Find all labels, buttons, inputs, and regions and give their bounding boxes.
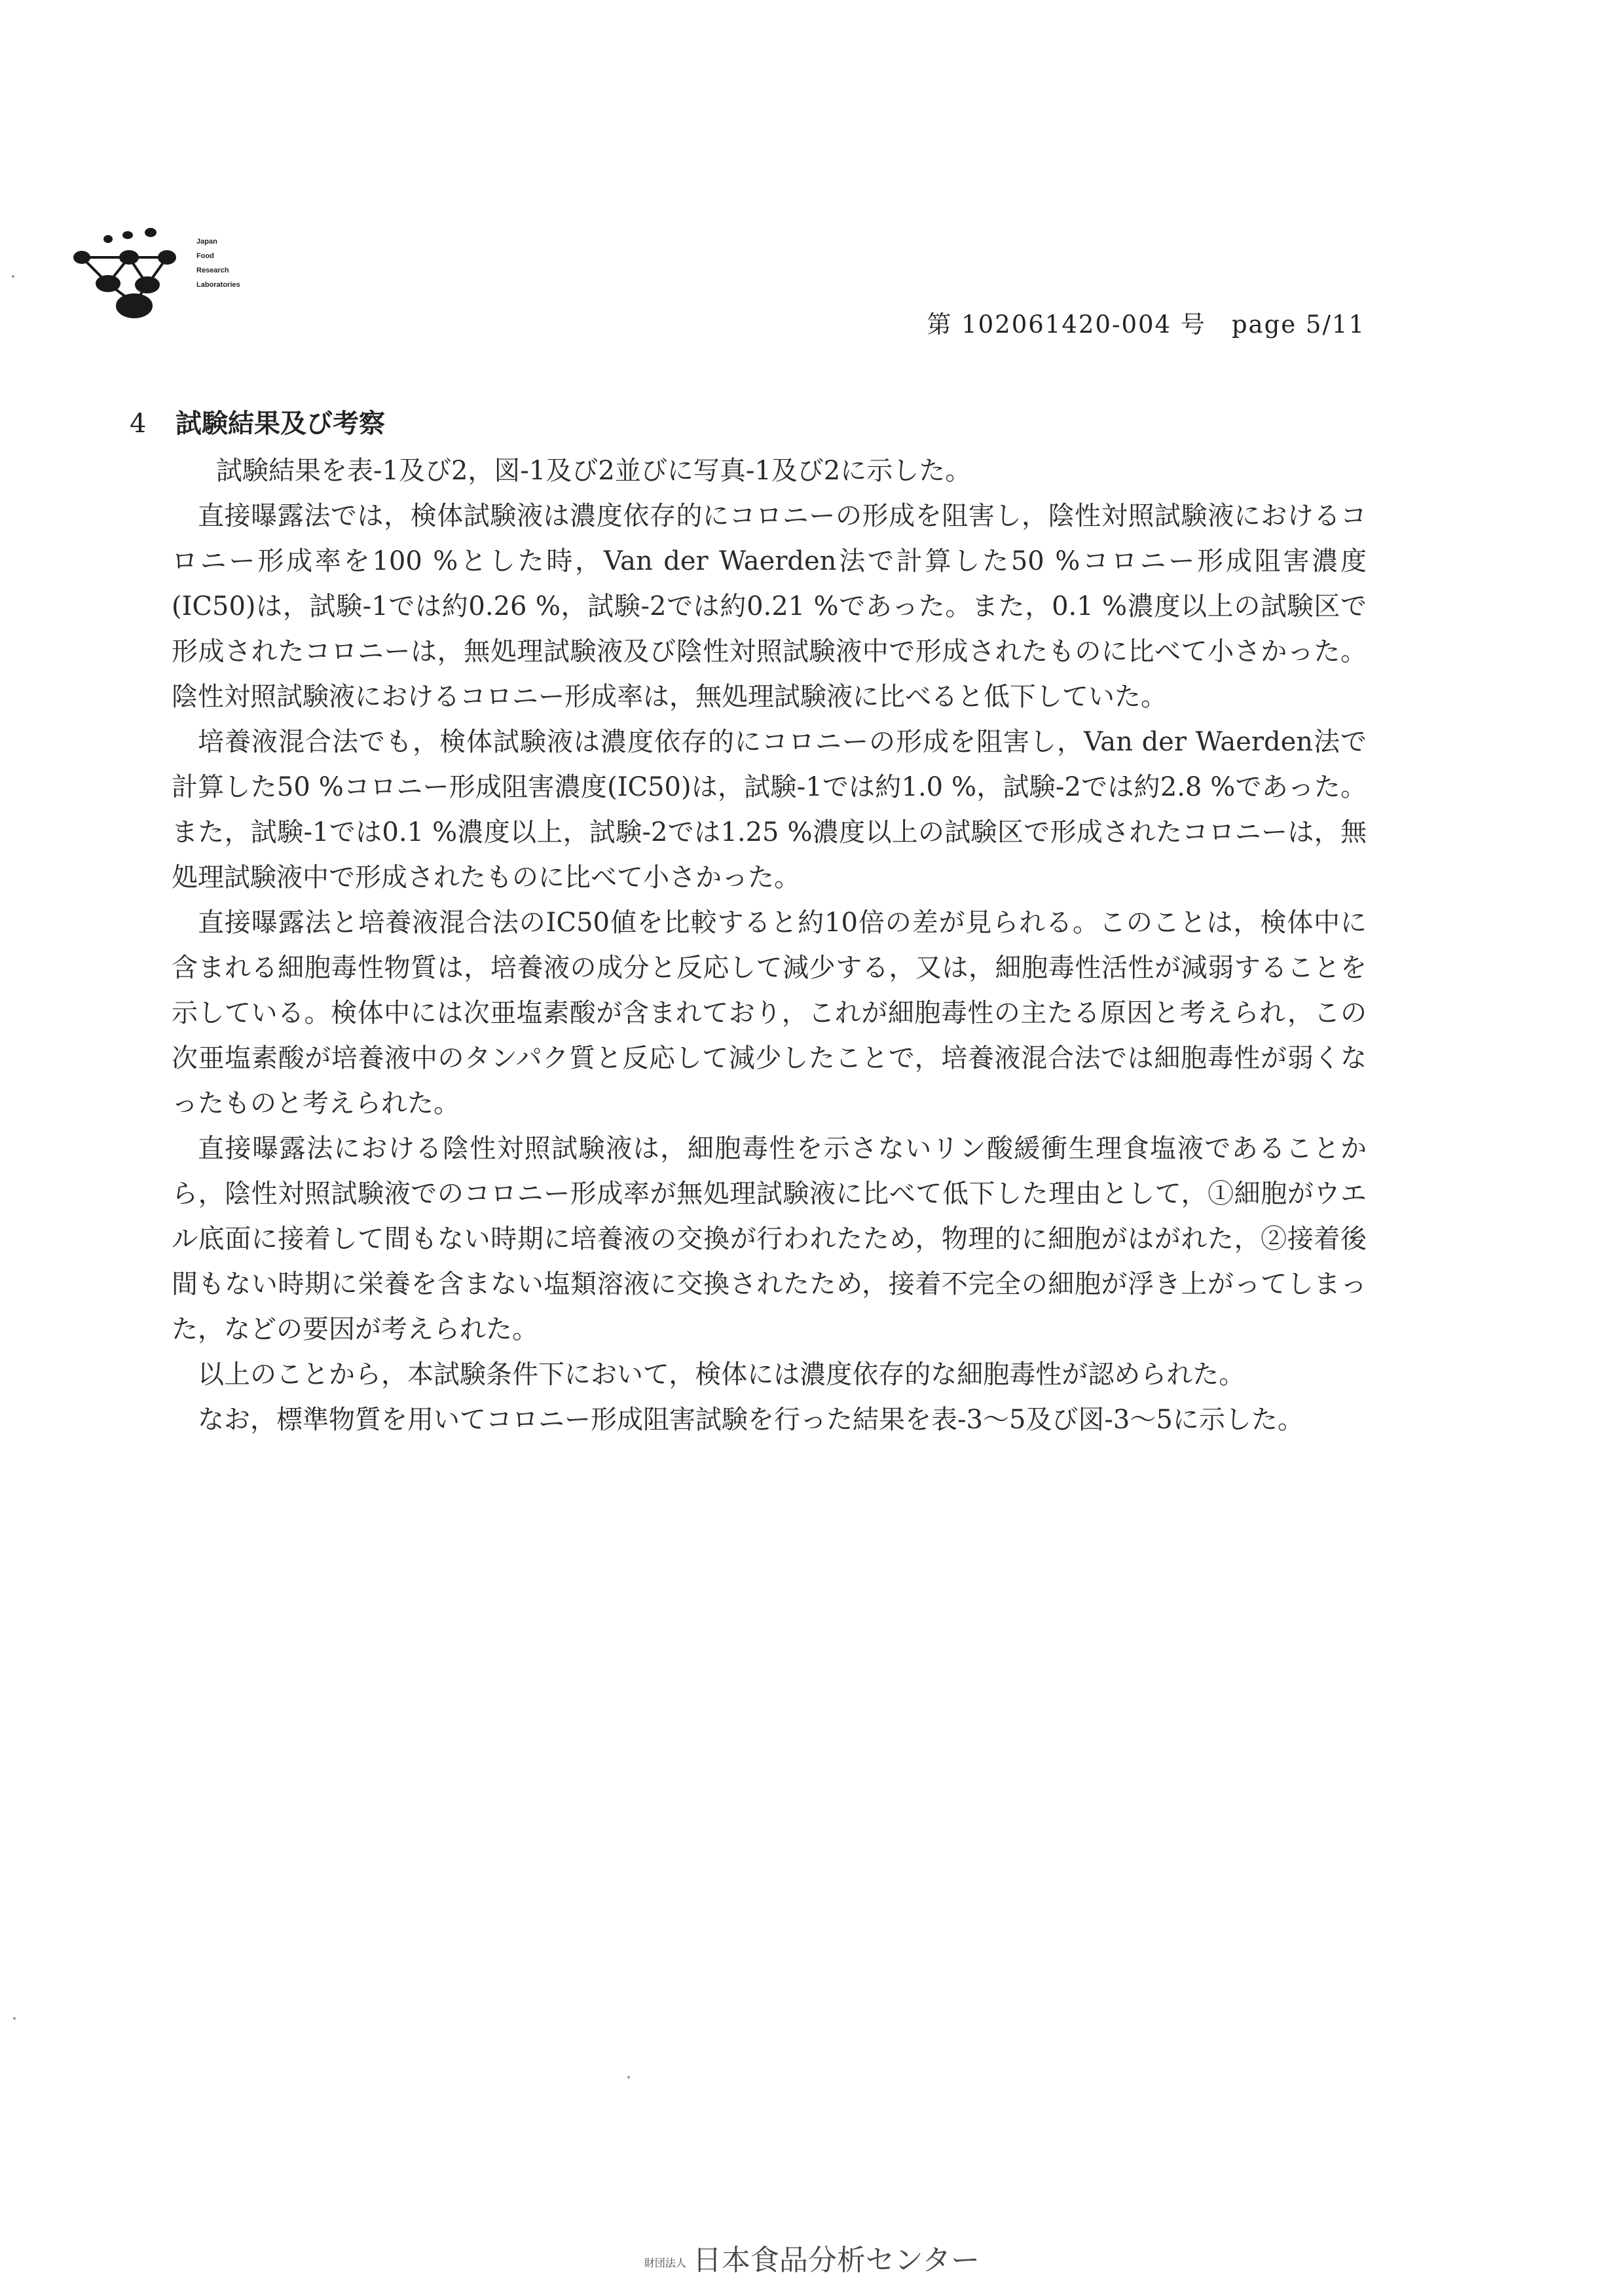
- footer-prefix: 財団法人: [644, 2256, 686, 2269]
- paragraph: 培養液混合法でも，検体試験液は濃度依存的にコロニーの形成を阻害し，Van der Waerden法で計算した50 %コロニー形成阻害濃度(IC50)は，試験-1では約1.0 %，試験-2では約2.8 %であった。また，試験-1では0.1 %濃度以上，試験-2では1.25 %濃度以上の試験区で形成されたコロニーは，無処理試験液中で形成されたものに比べて小さかった。: [172, 727, 1367, 893]
- logo-line: Japan: [196, 238, 217, 246]
- scan-speck: [13, 2017, 16, 2020]
- document-reference: 第 102061420-004 号 page 5/11: [927, 310, 1365, 339]
- paragraph: 直接曝露法と培養液混合法のIC50値を比較すると約10倍の差が見られる。このことは，検体中に含まれる細胞毒性物質は，培養液の成分と反応して減少する，又は，細胞毒性活性が減弱することを示している。検体中には次亜塩素酸が含まれており，これが細胞毒性の主たる原因と考えられ，この次亜塩素酸が培養液中のタンパク質と反応して減少したことで，培養液混合法では細胞毒性が弱くなったものと考えられた。: [172, 908, 1367, 1119]
- paragraph: 以上のことから，本試験条件下において，検体には濃度依存的な細胞毒性が認められた。: [198, 1360, 1246, 1390]
- logo-wordmark: [196, 234, 240, 292]
- paragraph: 試験結果を表-1及び2，図-1及び2並びに写真-1及び2に示した。: [216, 456, 972, 486]
- footer-organization: 日本食品分析センター: [692, 2244, 980, 2277]
- paragraph: 直接曝露法では，検体試験液は濃度依存的にコロニーの形成を阻害し，陰性対照試験液におけるコロニー形成率を100 %とした時，Van der Waerden法で計算した50 %コロニー形成阻害濃度(IC50)は，試験-1では約0.26 %，試験-2では約0.21 %であった。また，0.1 %濃度以上の試験区で形成されたコロニーは，無処理試験液及び陰性対照試験液中で形成されたものに比べて小さかった。陰性対照試験液におけるコロニー形成率は，無処理試験液に比べると低下していた。: [172, 501, 1367, 712]
- paragraph: 直接曝露法における陰性対照試験液は，細胞毒性を示さないリン酸緩衝生理食塩液であることから，陰性対照試験液でのコロニー形成率が無処理試験液に比べて低下した理由として，①細胞がウエル底面に接着して間もない時期に培養液の交換が行われたため，物理的に細胞がはがれた，②接着後間もない時期に栄養を含まない塩類溶液に交換されたため，接着不完全の細胞が浮き上がってしまった，などの要因が考えられた。: [172, 1134, 1367, 1344]
- section-number: 4: [130, 409, 147, 439]
- logo-line: Laboratories: [196, 281, 240, 289]
- logo-line: Food: [196, 252, 214, 260]
- logo-line: Research: [196, 267, 229, 274]
- footer: [0, 2236, 1624, 2278]
- paragraph: なお，標準物質を用いてコロニー形成阻害試験を行った結果を表-3～5及び図-3～5に示した。: [198, 1405, 1304, 1435]
- scan-speck: [12, 275, 14, 278]
- section-title: 試験結果及び考察: [175, 408, 385, 439]
- section-heading: [130, 403, 385, 440]
- scan-speck: [627, 2076, 630, 2079]
- company-logo: [62, 226, 278, 324]
- body-text: [172, 449, 1367, 1443]
